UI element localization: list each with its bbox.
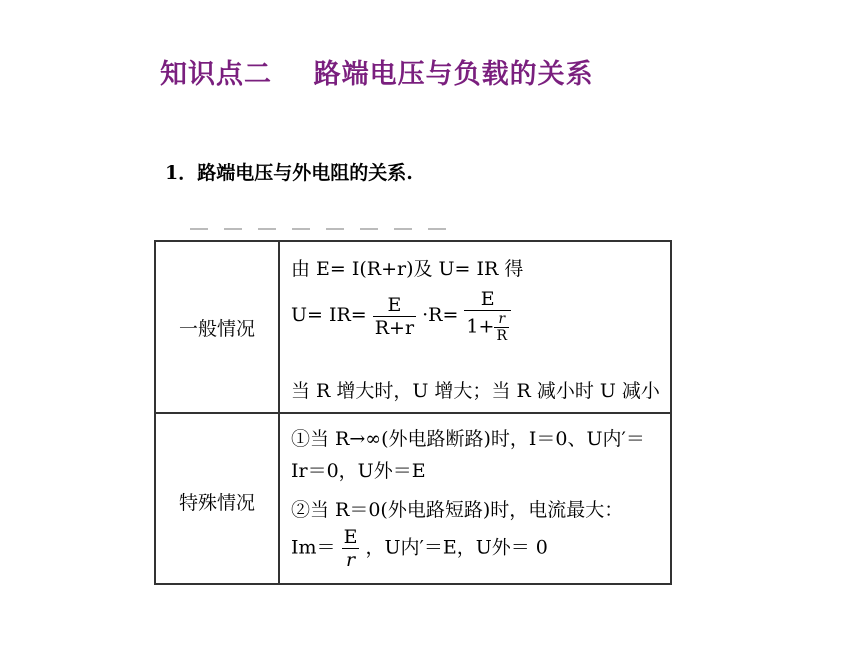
im-lhs: Im＝ (291, 536, 336, 559)
general-case-label: 一般情况 (178, 318, 255, 340)
fraction-e-over-r (342, 526, 360, 571)
fraction-denominator (464, 310, 511, 344)
general-equation (291, 288, 511, 344)
equation-lhs: U= IR= (291, 304, 367, 326)
relation-table (154, 240, 672, 585)
general-line-1: 由 E= I(R+r)及 U= IR 得 (291, 258, 524, 280)
table-divider-horizontal (156, 412, 670, 414)
equation-middle: ·R= (422, 304, 459, 326)
fraction-numerator: r (498, 311, 506, 327)
general-line-3: 当 R 增大时，U 增大；当 R 减小时 U 减小 (291, 380, 660, 402)
fraction-numerator: E (343, 526, 358, 548)
decorative-line (190, 228, 450, 230)
page-title: 知识点二 路端电压与负载的关系 (160, 59, 594, 90)
fraction-denominator: R (496, 328, 507, 344)
fraction-e-over-r-plus-r (373, 294, 416, 339)
special-line-4 (291, 526, 548, 571)
fraction-denominator: R+r (374, 316, 415, 339)
fraction-numerator: E (480, 288, 495, 310)
special-line-3: ②当 R＝0(外电路短路)时，电流最大： (291, 499, 624, 521)
special-line-2: Ir＝0，U外＝E (291, 460, 426, 482)
denominator-lead: 1+ (466, 315, 495, 338)
fraction-r-over-r (494, 311, 509, 344)
special-case-label: 特殊情况 (178, 492, 255, 514)
special-tail: ，U内′＝E，U外＝ 0 (365, 536, 548, 559)
special-line-1: ①当 R→∞(外电路断路)时，I＝0、U内′＝ (291, 428, 645, 450)
fraction-denominator: r (342, 548, 360, 571)
fraction-e-over-compound (464, 288, 511, 344)
section-heading: 1．路端电压与外电阻的关系. (165, 162, 413, 184)
fraction-numerator: E (387, 293, 402, 316)
